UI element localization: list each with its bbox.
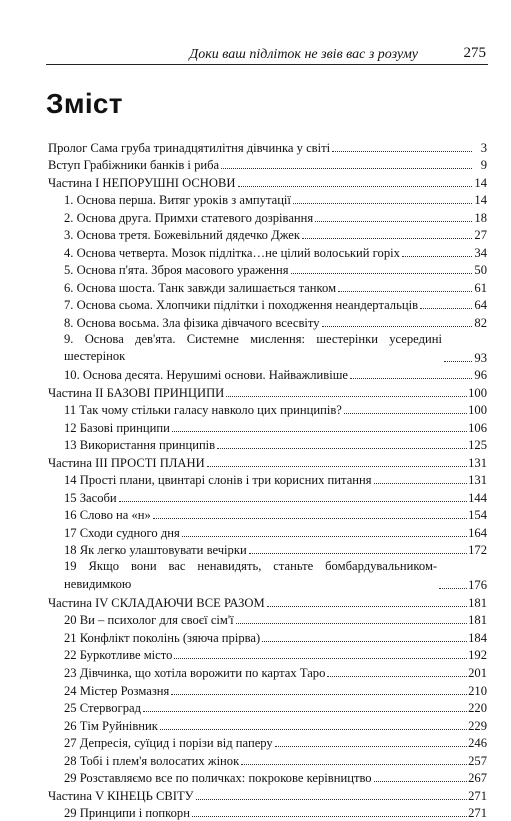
toc-chapter-entry <box>48 366 487 384</box>
toc-entry-title: 29 Принципи і попкорн <box>64 806 190 821</box>
toc-entry-title: 24 Містер Розмазня <box>64 683 170 698</box>
page-number: 275 <box>463 45 486 61</box>
toc-entry-title: 23 Дівчинка, що хотіла ворожити по картах Таро <box>64 665 326 680</box>
dot-leader <box>275 746 467 747</box>
toc-chapter-entry <box>48 541 487 559</box>
toc-entry-page: 229 <box>468 718 487 733</box>
running-header <box>46 44 488 65</box>
toc-entry-title: Пролог Сама груба тринадцятилітня дівчинка у світі <box>48 140 331 155</box>
toc-entry-page: 271 <box>468 788 487 803</box>
toc-entry-page: 82 <box>474 315 487 330</box>
toc-entry-page: 192 <box>468 648 487 663</box>
toc-chapter-entry <box>48 471 487 489</box>
toc-entry-title: 25 Стервоград <box>64 701 141 716</box>
dot-leader <box>192 816 467 817</box>
toc-entry-page: 14 <box>474 193 487 208</box>
dot-leader <box>196 799 468 800</box>
toc-entry-page: 144 <box>468 490 487 505</box>
toc-chapter-entry <box>48 716 487 734</box>
toc-chapter-entry <box>48 261 487 279</box>
toc-entry-title: Вступ Грабіжники банків і риба <box>48 158 220 173</box>
toc-entry-page: 176 <box>468 578 487 593</box>
toc-entry-page: 96 <box>474 368 487 383</box>
dot-leader <box>153 518 467 519</box>
table-of-contents <box>48 138 487 821</box>
toc-entry-page: 9 <box>480 158 487 173</box>
toc-entry-title: 29 Розставляємо все по поличках: покрокове керівництво <box>64 771 372 786</box>
toc-entry-title: 4. Основа четверта. Мозок підлітка…не цілий волоський горіх <box>64 245 400 260</box>
dot-leader <box>338 291 472 292</box>
toc-chapter-entry <box>48 278 487 296</box>
dot-leader <box>420 308 472 309</box>
toc-chapter-entry <box>48 488 487 506</box>
toc-chapter-entry <box>48 769 487 787</box>
toc-entry-page: 93 <box>474 350 487 365</box>
toc-entry-page: 14 <box>474 175 487 190</box>
toc-entry-page: 100 <box>468 385 487 400</box>
dot-leader <box>315 221 472 222</box>
toc-chapter-entry <box>48 331 487 366</box>
toc-chapter-entry <box>48 558 487 593</box>
dot-leader <box>143 711 467 712</box>
toc-chapter-entry <box>48 646 487 664</box>
dot-leader <box>217 448 467 449</box>
toc-chapter-entry <box>48 751 487 769</box>
toc-entry-title: 16 Слово на «н» <box>64 508 151 523</box>
toc-chapter-entry <box>48 191 487 209</box>
dot-leader <box>249 553 467 554</box>
toc-entry-title: 7. Основа сьома. Хлопчики підлітки і походження неандертальців <box>64 298 419 313</box>
toc-part-entry <box>48 453 487 471</box>
dot-leader <box>374 483 468 484</box>
dot-leader <box>302 238 472 239</box>
toc-entry-title: 13 Використання принципів <box>64 438 216 453</box>
toc-chapter-entry <box>48 681 487 699</box>
dot-leader <box>350 378 472 379</box>
toc-entry-title: 11 Так чому стільки галасу навколо цих принципів? <box>64 403 342 418</box>
toc-entry-title: 3. Основа третя. Божевільний дядечко Джек <box>64 228 300 243</box>
toc-entry-page: 131 <box>468 473 487 488</box>
toc-entry-title: 17 Сходи судного дня <box>64 525 180 540</box>
dot-leader <box>332 151 472 152</box>
page-title: Зміст <box>46 88 123 119</box>
toc-part-entry <box>48 383 487 401</box>
toc-entry-page: 246 <box>468 736 487 751</box>
dot-leader <box>262 641 467 642</box>
toc-entry-page: 34 <box>474 245 487 260</box>
dot-leader <box>444 361 472 362</box>
dot-leader <box>439 588 467 589</box>
toc-entry-page: 125 <box>468 438 487 453</box>
dot-leader <box>172 431 467 432</box>
dot-leader <box>236 623 467 624</box>
dot-leader <box>344 413 467 414</box>
toc-entry-page: 164 <box>468 525 487 540</box>
dot-leader <box>160 729 467 730</box>
toc-entry-page: 201 <box>468 665 487 680</box>
toc-entry-page: 172 <box>468 543 487 558</box>
toc-chapter-entry <box>48 401 487 419</box>
toc-entry-title: 10. Основа десята. Нерушимі основи. Найважливіше <box>64 368 349 383</box>
toc-part-entry <box>48 786 487 804</box>
toc-entry-page: 220 <box>468 701 487 716</box>
toc-entry-title: 20 Ви – психолог для своєї сім'ї <box>64 613 234 628</box>
toc-entry-title: 22 Буркотливе місто <box>64 648 173 663</box>
toc-entry-page: 100 <box>468 403 487 418</box>
toc-entry-page: 184 <box>468 630 487 645</box>
toc-entry-page: 267 <box>468 771 487 786</box>
toc-entry-title: 26 Тім Руйнівник <box>64 718 158 733</box>
dot-leader <box>119 501 467 502</box>
toc-entry-title: Частина ІІ БАЗОВІ ПРИНЦИПИ <box>48 385 225 400</box>
toc-chapter-entry <box>48 611 487 629</box>
dot-leader <box>238 186 473 187</box>
dot-leader <box>182 536 467 537</box>
dot-leader <box>291 273 472 274</box>
toc-entry-page: 64 <box>474 298 487 313</box>
toc-chapter-entry <box>48 296 487 314</box>
dot-leader <box>322 326 472 327</box>
toc-entry-title: 19 Якщо вони вас ненавидять, станьте бомбардувальником-невидимкою <box>64 559 438 591</box>
toc-entry-title: 18 Як легко улаштовувати вечірки <box>64 543 247 558</box>
toc-entry-title: Частина IV СКЛАДАЮЧИ ВСЕ РАЗОМ <box>48 595 265 610</box>
toc-part-entry <box>48 593 487 611</box>
dot-leader <box>241 764 467 765</box>
toc-chapter-entry <box>48 436 487 454</box>
toc-entry-page: 181 <box>468 595 487 610</box>
dot-leader <box>174 658 467 659</box>
toc-part-entry <box>48 138 487 156</box>
dot-leader <box>327 676 467 677</box>
toc-entry-title: Частина І НЕПОРУШНІ ОСНОВИ <box>48 175 236 190</box>
toc-entry-page: 154 <box>468 508 487 523</box>
toc-entry-title: Частина ІІІ ПРОСТІ ПЛАНИ <box>48 455 205 470</box>
toc-chapter-entry <box>48 628 487 646</box>
toc-entry-title: 28 Тобі і плем'я волосатих жінок <box>64 753 240 768</box>
toc-entry-title: 2. Основа друга. Примхи статевого дозрівання <box>64 210 314 225</box>
toc-entry-title: Частина V КІНЕЦЬ СВІТУ <box>48 788 194 803</box>
toc-entry-page: 131 <box>468 455 487 470</box>
toc-chapter-entry <box>48 699 487 717</box>
dot-leader <box>293 203 472 204</box>
toc-chapter-entry <box>48 804 487 821</box>
toc-chapter-entry <box>48 523 487 541</box>
toc-entry-title: 15 Засоби <box>64 490 117 505</box>
toc-chapter-entry <box>48 506 487 524</box>
toc-entry-page: 18 <box>474 210 487 225</box>
dot-leader <box>221 168 472 169</box>
dot-leader <box>267 606 467 607</box>
running-title: Доки ваш підліток не звів вас з розуму <box>189 47 418 62</box>
toc-entry-title: 9. Основа дев'ята. Системне мислення: шестерінки усередині шестерінок <box>64 331 442 364</box>
toc-chapter-entry <box>48 243 487 261</box>
toc-chapter-entry <box>48 418 487 436</box>
toc-entry-title: 5. Основа п'ята. Зброя масового ураження <box>64 263 289 278</box>
dot-leader <box>207 466 467 467</box>
toc-entry-page: 27 <box>474 228 487 243</box>
toc-entry-page: 210 <box>468 683 487 698</box>
toc-part-entry <box>48 156 487 174</box>
dot-leader <box>226 396 467 397</box>
toc-entry-title: 14 Прості плани, цвинтарі слонів і три корисних питання <box>64 473 372 488</box>
toc-entry-page: 106 <box>468 420 487 435</box>
toc-entry-page: 181 <box>468 613 487 628</box>
toc-entry-title: 12 Базові принципи <box>64 420 170 435</box>
toc-chapter-entry <box>48 663 487 681</box>
dot-leader <box>171 694 467 695</box>
toc-chapter-entry <box>48 734 487 752</box>
toc-entry-title: 6. Основа шоста. Танк завжди залишається танком <box>64 280 337 295</box>
toc-entry-title: 27 Депресія, суїцид і порізи від паперу <box>64 736 273 751</box>
dot-leader <box>402 256 472 257</box>
toc-entry-page: 61 <box>474 280 487 295</box>
toc-entry-page: 50 <box>474 263 487 278</box>
toc-entry-page: 3 <box>480 140 487 155</box>
toc-entry-title: 8. Основа восьма. Зла фізика дівчачого всесвіту <box>64 315 320 330</box>
toc-part-entry <box>48 173 487 191</box>
toc-entry-title: 1. Основа перша. Витяг уроків з ампутації <box>64 193 291 208</box>
dot-leader <box>374 781 468 782</box>
toc-chapter-entry <box>48 226 487 244</box>
toc-entry-page: 271 <box>468 806 487 821</box>
toc-chapter-entry <box>48 313 487 331</box>
toc-entry-title: 21 Конфлікт поколінь (зяюча прірва) <box>64 630 261 645</box>
toc-entry-page: 257 <box>468 753 487 768</box>
toc-chapter-entry <box>48 208 487 226</box>
